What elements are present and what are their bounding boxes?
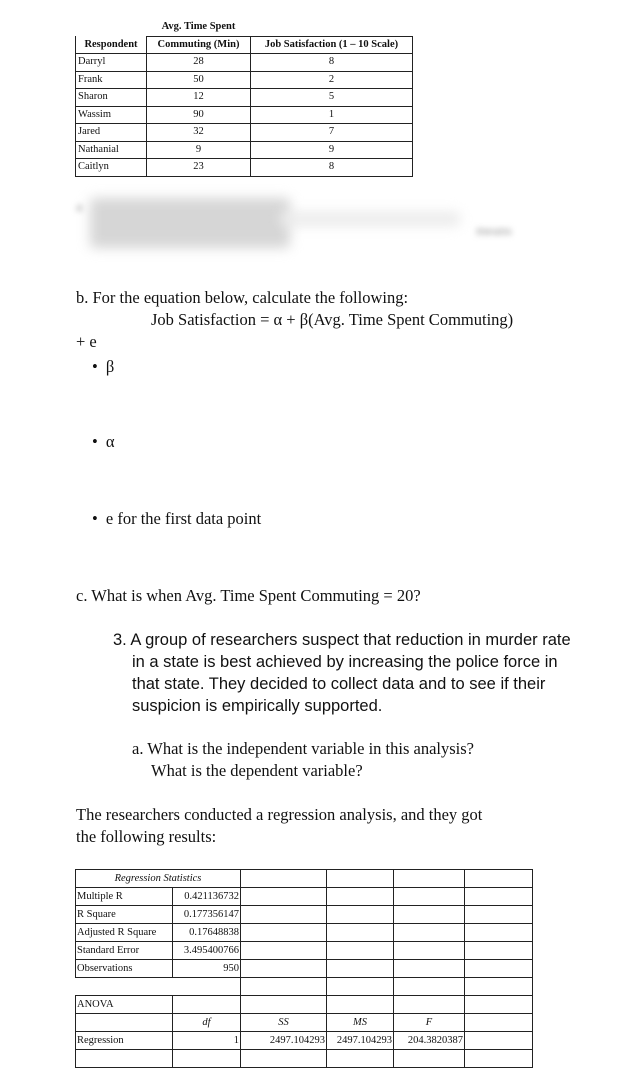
anova-header-row — [76, 1014, 533, 1032]
stats-row — [76, 942, 533, 960]
table-row — [76, 71, 413, 89]
q3a-line-2: What is the dependent variable? — [151, 761, 363, 780]
stat-label: Multiple R — [76, 888, 173, 906]
satisfaction-score: 1 — [251, 106, 413, 124]
anova-ms: 2497.104293 — [327, 1032, 394, 1050]
col-header-satisfaction: Job Satisfaction (1 – 10 Scale) — [251, 36, 413, 54]
satisfaction-score: 8 — [251, 54, 413, 72]
anova-row-label: Regression — [76, 1032, 173, 1050]
q3-line-4: suspicion is empirically supported. — [132, 697, 383, 715]
respondent-name: Caitlyn — [76, 159, 147, 177]
obscured-left-char: a — [76, 200, 83, 215]
stat-value: 0.421136732 — [173, 888, 241, 906]
header-top-line: Avg. Time Spent — [161, 21, 236, 33]
regression-stats-title: Regression Statistics — [76, 870, 241, 888]
plus-e-term: + e — [76, 332, 97, 351]
bullet-error-label: e for the first data point — [105, 509, 262, 528]
table-row — [76, 106, 413, 124]
stat-label: Adjusted R Square — [76, 924, 173, 942]
commute-minutes: 50 — [147, 71, 251, 89]
col-header-commuting: Commuting (Min) — [147, 36, 251, 54]
anova-df: 1 — [173, 1032, 241, 1050]
table-header-row — [76, 36, 413, 54]
col-header-respondent: Respondent — [76, 36, 147, 54]
stats-row — [76, 906, 533, 924]
bullet-alpha-label: α — [105, 432, 115, 451]
anova-ss: 2497.104293 — [241, 1032, 327, 1050]
stat-label: Observations — [76, 960, 173, 978]
commute-minutes: 32 — [147, 124, 251, 142]
stats-row — [76, 960, 533, 978]
anova-header-f: F — [394, 1014, 465, 1032]
table-row — [76, 159, 413, 177]
q3a-line-1: a. What is the independent variable in this analysis? — [132, 739, 474, 758]
commute-minutes: 28 — [147, 54, 251, 72]
anova-header-ss: SS — [241, 1014, 327, 1032]
bullet-dot: • — [92, 357, 98, 376]
respondent-name: Darryl — [76, 54, 147, 72]
stat-value: 0.17648838 — [173, 924, 241, 942]
respondent-name: Jared — [76, 124, 147, 142]
commute-minutes: 12 — [147, 89, 251, 107]
table-row — [76, 54, 413, 72]
commute-minutes: 90 — [147, 106, 251, 124]
stats-row — [76, 888, 533, 906]
anova-header-ms: MS — [327, 1014, 394, 1032]
stat-value: 950 — [173, 960, 241, 978]
regression-output-table — [75, 869, 533, 1068]
q3-line-2: in a state is best achieved by increasing the police force in — [132, 653, 558, 671]
satisfaction-score: 5 — [251, 89, 413, 107]
bullet-dot: • — [92, 432, 98, 451]
part-c-question: c. What is when Avg. Time Spent Commuting = 20? — [76, 586, 421, 605]
bullet-alpha — [92, 431, 115, 453]
satisfaction-score: 2 — [251, 71, 413, 89]
satisfaction-score: 8 — [251, 159, 413, 177]
obscured-right-fragment: means — [476, 224, 512, 239]
commute-minutes: 9 — [147, 141, 251, 159]
satisfaction-score: 7 — [251, 124, 413, 142]
bullet-dot: • — [92, 509, 98, 528]
part-b-prompt: b. For the equation below, calculate the following: — [76, 288, 409, 307]
stat-label: R Square — [76, 906, 173, 924]
stat-value: 3.495400766 — [173, 942, 241, 960]
stats-row — [76, 924, 533, 942]
respondent-name: Nathanial — [76, 141, 147, 159]
q3-line-3: that state. They decided to collect data and to see if their — [132, 675, 546, 693]
bullet-beta-label: β — [105, 357, 115, 376]
stat-value: 0.177356147 — [173, 906, 241, 924]
redacted-block — [90, 198, 290, 248]
table-row — [76, 89, 413, 107]
anova-label: ANOVA — [76, 996, 173, 1014]
respondent-table — [75, 17, 413, 177]
results-intro-1: The researchers conducted a regression analysis, and they got — [76, 805, 483, 824]
satisfaction-score: 9 — [251, 141, 413, 159]
respondent-name: Sharon — [76, 89, 147, 107]
bullet-error — [92, 508, 261, 530]
commute-minutes: 23 — [147, 159, 251, 177]
anova-f: 204.3820387 — [394, 1032, 465, 1050]
respondent-name: Frank — [76, 71, 147, 89]
table-row — [76, 141, 413, 159]
anova-header-df: df — [173, 1014, 241, 1032]
bullet-beta — [92, 356, 114, 378]
stat-label: Standard Error — [76, 942, 173, 960]
results-intro-2: the following results: — [76, 827, 217, 846]
q3-line-1: 3. A group of researchers suspect that reduction in murder rate — [113, 631, 571, 649]
redacted-line — [280, 212, 460, 226]
respondent-name: Wassim — [76, 106, 147, 124]
anova-row-regression — [76, 1032, 533, 1050]
table-row — [76, 124, 413, 142]
regression-equation: Job Satisfaction = α + β(Avg. Time Spent Commuting) — [151, 310, 514, 329]
